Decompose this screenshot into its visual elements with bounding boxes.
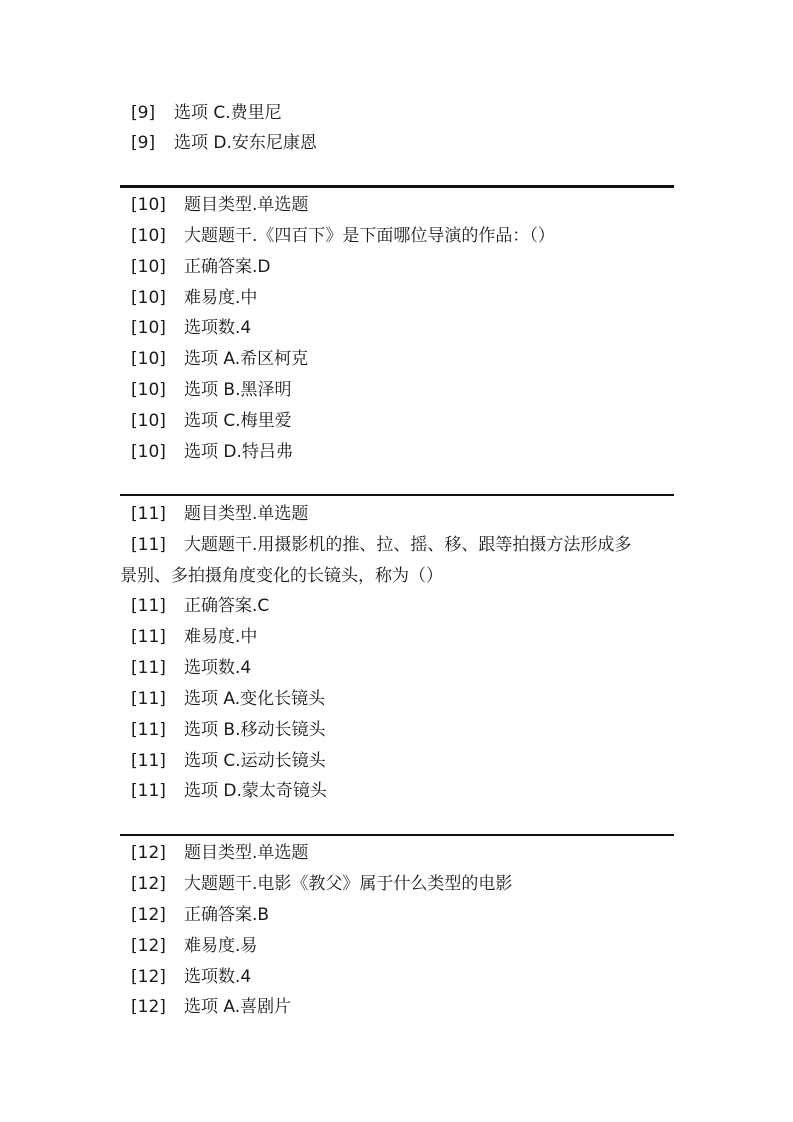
question-number: [10] [131, 226, 166, 246]
question-number: [10] [131, 288, 166, 308]
question-line [131, 625, 257, 649]
question-number: [10] [131, 257, 166, 277]
question-line [131, 440, 293, 464]
question-number: [9] [131, 133, 156, 153]
question-type: 题目类型.单选题 [184, 843, 309, 863]
question-stem: 大题题干.《四百下》是下面哪位导演的作品：（） [184, 226, 555, 246]
question-line [131, 378, 291, 402]
question-line [131, 965, 251, 989]
option-b: 选项 B.移动长镜头 [184, 720, 326, 740]
question-line [131, 903, 269, 927]
question-line [131, 934, 257, 958]
section-divider [120, 834, 674, 836]
question-number: [9] [131, 103, 156, 123]
question-number: [11] [131, 720, 166, 740]
question-type: 题目类型.单选题 [184, 195, 309, 215]
question-line [131, 995, 291, 1019]
question-line [131, 347, 308, 371]
question-number: [12] [131, 967, 166, 987]
correct-answer: 正确答案.B [184, 905, 270, 925]
question-number: [12] [131, 997, 166, 1017]
question-number: [11] [131, 627, 166, 647]
option-a: 选项 A.希区柯克 [184, 349, 309, 369]
question-line [131, 316, 251, 340]
question-line [131, 594, 269, 618]
option-count: 选项数.4 [184, 658, 252, 678]
question-line [131, 131, 317, 155]
question-number: [12] [131, 936, 166, 956]
section-divider [120, 185, 674, 188]
question-line [131, 533, 631, 557]
question-line [131, 841, 308, 865]
question-line [131, 502, 308, 526]
question-text: 选项 D.安东尼康恩 [174, 133, 317, 153]
question-number: [10] [131, 380, 166, 400]
question-line [131, 193, 308, 217]
question-line [131, 101, 282, 125]
question-line [131, 718, 325, 742]
question-text: 选项 C.费里尼 [174, 103, 282, 123]
correct-answer: 正确答案.D [184, 257, 271, 277]
question-number: [11] [131, 535, 166, 555]
question-number: [11] [131, 658, 166, 678]
question-number: [11] [131, 504, 166, 524]
option-b: 选项 B.黑泽明 [184, 380, 292, 400]
question-number: [12] [131, 843, 166, 863]
question-number: [10] [131, 442, 166, 462]
question-number: [12] [131, 874, 166, 894]
question-number: [11] [131, 751, 166, 771]
option-c: 选项 C.运动长镜头 [184, 751, 326, 771]
question-line [131, 286, 257, 310]
question-line [131, 749, 326, 773]
difficulty: 难易度.中 [184, 288, 258, 308]
question-number: [11] [131, 781, 166, 801]
question-stem: 大题题干.电影《教父》属于什么类型的电影 [184, 874, 513, 894]
question-stem: 大题题干.用摄影机的推、拉、摇、移、跟等拍摄方法形成多 [184, 535, 632, 555]
section-divider [120, 494, 674, 496]
option-count: 选项数.4 [184, 967, 252, 987]
question-number: [10] [131, 411, 166, 431]
question-number: [10] [131, 318, 166, 338]
option-a: 选项 A.喜剧片 [184, 997, 292, 1017]
option-d: 选项 D.蒙太奇镜头 [184, 781, 327, 801]
question-line [131, 224, 555, 248]
question-stem-continuation-text: 景别、多拍摄角度变化的长镜头，称为（） [120, 566, 443, 586]
question-line [131, 656, 251, 680]
option-count: 选项数.4 [184, 318, 252, 338]
question-stem-continuation [120, 564, 443, 588]
difficulty: 难易度.易 [184, 936, 258, 956]
question-line [131, 872, 512, 896]
option-a: 选项 A.变化长镜头 [184, 689, 326, 709]
question-line [131, 779, 327, 803]
question-number: [10] [131, 195, 166, 215]
question-number: [11] [131, 596, 166, 616]
option-c: 选项 C.梅里爱 [184, 411, 292, 431]
question-line [131, 255, 271, 279]
question-line [131, 687, 325, 711]
question-number: [11] [131, 689, 166, 709]
question-number: [10] [131, 349, 166, 369]
question-number: [12] [131, 905, 166, 925]
question-type: 题目类型.单选题 [184, 504, 309, 524]
correct-answer: 正确答案.C [184, 596, 270, 616]
option-d: 选项 D.特吕弗 [184, 442, 293, 462]
question-line [131, 409, 292, 433]
difficulty: 难易度.中 [184, 627, 258, 647]
